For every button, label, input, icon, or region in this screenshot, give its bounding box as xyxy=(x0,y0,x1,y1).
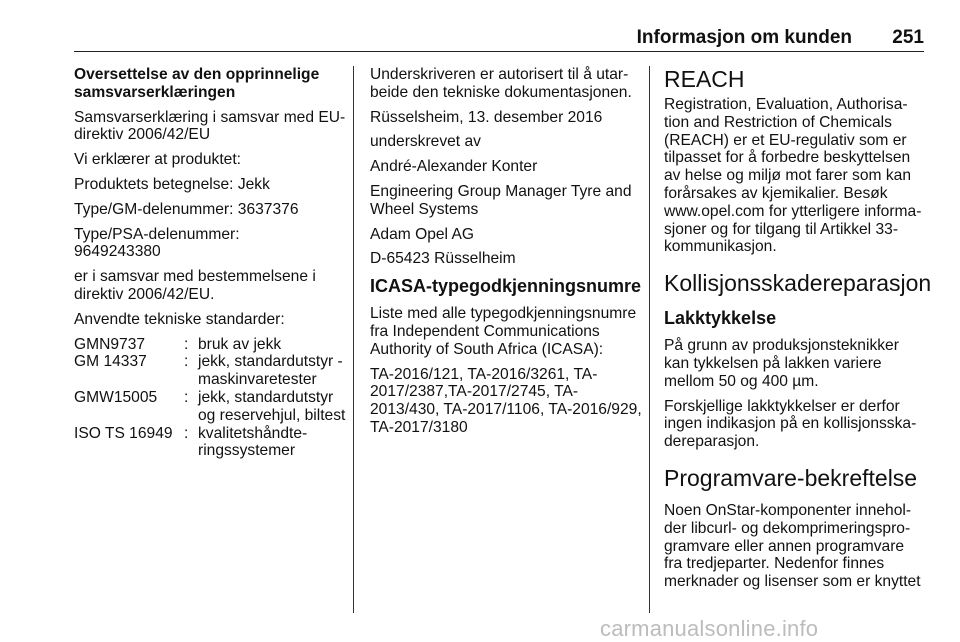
page-number: 251 xyxy=(892,27,924,48)
reach-heading: REACH xyxy=(664,66,745,92)
paragraph: Vi erklærer at produktet: xyxy=(74,151,241,169)
separator: : xyxy=(184,424,189,442)
paragraph: Produktets betegnelse: Jekk xyxy=(74,175,270,193)
standard-description: jekk, standardutstyr og reservehjul, biltest xyxy=(198,388,346,424)
header-rule xyxy=(74,51,924,52)
paragraph: André-Alexander Konter xyxy=(370,158,538,176)
paragraph: På grunn av produksjonsteknikker kan tykkelsen på lakken variere mellom 50 og 400 µm. xyxy=(664,337,899,390)
paragraph: Rüsselsheim, 13. desember 2016 xyxy=(370,108,603,126)
paragraph: er i samsvar med bestemmelsene i direktiv 2006/42/EU. xyxy=(74,268,316,303)
standard-code: ISO TS 16949 xyxy=(74,424,173,442)
paragraph: Type/GM-delenummer: 3637376 xyxy=(74,200,299,218)
standard-code: GMW15005 xyxy=(74,388,158,406)
text: 9649243380 xyxy=(74,243,161,261)
separator: : xyxy=(184,335,189,353)
paragraph: Underskriveren er autorisert til å utarbeide den tekniske dokumentasjonen. xyxy=(370,66,632,101)
declaration-heading: Oversettelse av den opprinnelige samsvarserklæringen xyxy=(74,66,320,101)
separator: : xyxy=(184,388,189,406)
standards-table xyxy=(74,336,346,461)
standard-code: GMN9737 xyxy=(74,335,146,353)
paint-thickness-heading: Lakktykkelse xyxy=(664,308,777,329)
paragraph: Registration, Evaluation, Authorisation and Restriction of Chemicals (REACH) er et EU-regulativ som er tilpasset for å forbedre beskyttelsen av helse og miljø mot farer som kan forårsakes av kjemikalier. Besøk www.opel.com for ytterligere informasjoner og for tilgang til Artikkel 33-kommunikasjon. xyxy=(664,96,922,256)
standard-code: GM 14337 xyxy=(74,353,147,371)
standard-description: bruk av jekk xyxy=(198,335,282,353)
paragraph: Forskjellige lakktykkelser er derfor ingen indikasjon på en kollisjonsskadereparasjon. xyxy=(664,397,917,451)
paragraph: TA-2016/121, TA-2016/3261, TA-2017/2387,TA-2017/2745, TA-2013/430, TA-2017/1106, TA-2016/929, TA-2017/3180 xyxy=(370,365,642,436)
paragraph: Anvendte tekniske standarder: xyxy=(74,310,285,328)
table-row xyxy=(74,336,346,354)
software-heading: Programvare-bekreftelse xyxy=(664,464,918,491)
header-title: Informasjon om kunden xyxy=(636,27,852,48)
column-divider-1 xyxy=(353,66,354,613)
icasa-heading: ICASA-typegodkjenningsnumre xyxy=(370,276,642,297)
table-row xyxy=(74,389,346,425)
paragraph: Samsvarserklæring i samsvar med EU-direktiv 2006/42/EU xyxy=(74,108,346,144)
paragraph xyxy=(74,226,346,262)
paragraph: Noen OnStar-komponenter inneholder libcurl- og dekomprimeringsprogramvare eller annen programvare fra tredjeparter. Nedenfor finnes merknader og lisenser som er knyttet xyxy=(664,501,921,591)
page-header xyxy=(74,20,924,50)
collision-repair-heading: Kollisjonsskadereparasjon xyxy=(664,270,932,297)
paragraph: D-65423 Rüsselheim xyxy=(370,250,516,268)
column-2 xyxy=(370,66,642,444)
paragraph: Adam Opel AG xyxy=(370,225,475,243)
table-row xyxy=(74,425,346,461)
column-1 xyxy=(74,66,346,460)
column-divider-2 xyxy=(649,66,650,613)
table-row xyxy=(74,353,346,389)
watermark: carmanualsonline.info xyxy=(600,616,819,641)
separator: : xyxy=(184,353,189,371)
standard-description: kvalitetshåndteringssystemer xyxy=(198,424,308,460)
column-3 xyxy=(664,66,932,598)
standard-description: jekk, standardutstyr - maskinvaretester xyxy=(198,353,343,389)
text: Type/PSA-delenummer: xyxy=(74,225,240,243)
paragraph: Engineering Group Manager Tyre and Wheel Systems xyxy=(370,182,632,218)
paragraph: Liste med alle typegodkjenningsnumre fra Independent Communications Authority of South Africa (ICASA): xyxy=(370,305,637,358)
paragraph: underskrevet av xyxy=(370,133,481,151)
